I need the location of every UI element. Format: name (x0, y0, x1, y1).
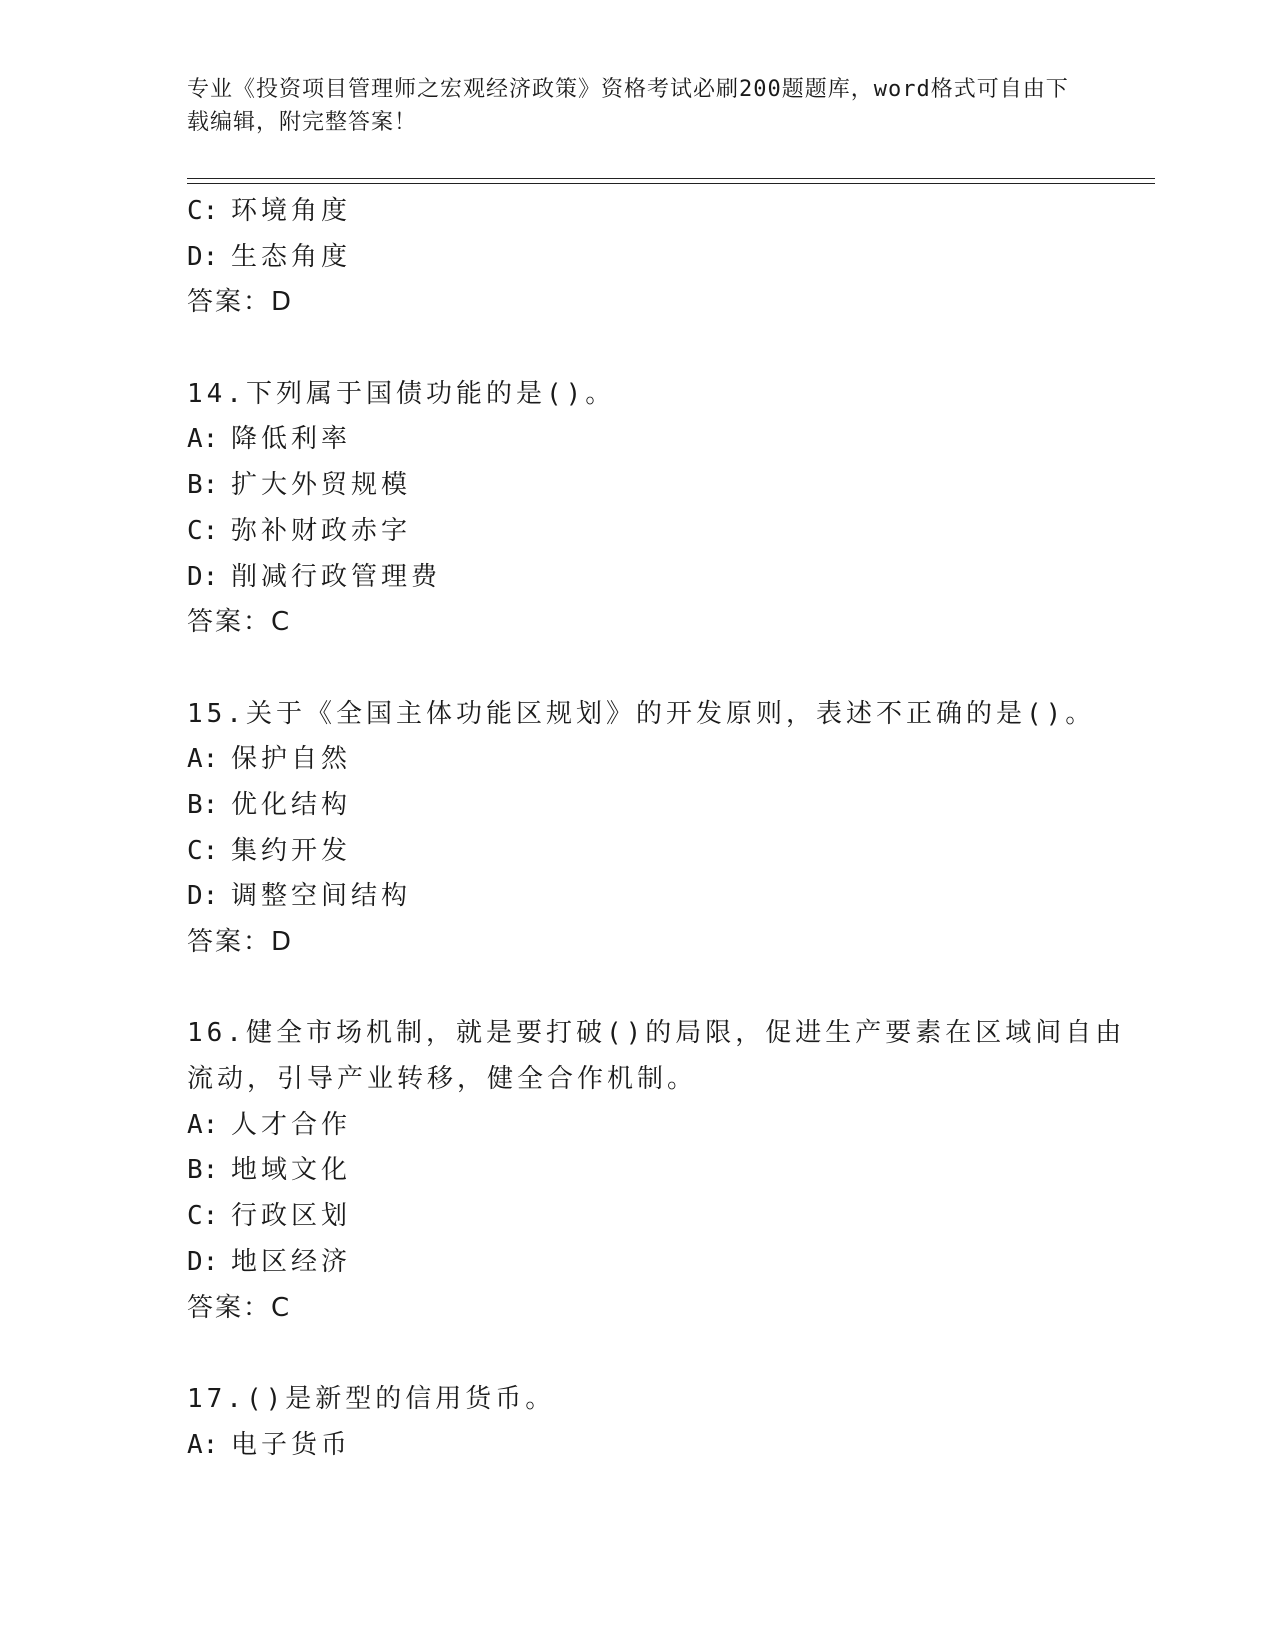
option-row (187, 509, 1107, 555)
option-letter: A: (187, 744, 219, 775)
option-text: 削减行政管理费 (231, 561, 442, 592)
option-row (187, 1423, 1107, 1469)
option-text: 降低利率 (231, 424, 352, 455)
option-row (187, 1194, 1107, 1240)
option-row (187, 1240, 1107, 1286)
option-text: 弥补财政赤字 (231, 515, 412, 546)
question-stem: 15.关于《全国主体功能区规划》的开发原则，表述不正确的是()。 (187, 698, 1096, 729)
option-row (187, 189, 1107, 235)
option-text: 生态角度 (231, 241, 352, 272)
option-text: 保护自然 (231, 744, 352, 775)
answer-line: 答案：C (187, 607, 292, 638)
spacer (187, 966, 1107, 1012)
option-letter: A: (187, 1109, 219, 1140)
header-divider-bottom (187, 183, 1155, 184)
option-letter: C: (187, 835, 219, 866)
option-text: 地区经济 (231, 1246, 352, 1277)
option-letter: B: (187, 789, 219, 820)
answer-line: 答案：D (187, 927, 294, 957)
option-row (187, 463, 1107, 509)
option-text: 人才合作 (231, 1109, 352, 1140)
spacer (187, 1331, 1107, 1377)
option-letter: B: (187, 470, 219, 501)
option-text: 集约开发 (231, 835, 352, 866)
option-row (187, 417, 1107, 463)
option-row (187, 783, 1107, 829)
option-letter: C: (187, 515, 219, 546)
option-letter: B: (187, 1155, 219, 1186)
option-letter: C: (187, 1201, 219, 1232)
option-letter: C: (187, 196, 219, 226)
option-row (187, 737, 1107, 783)
option-text: 行政区划 (231, 1201, 352, 1232)
option-text: 优化结构 (231, 789, 352, 820)
question-stem: 14.下列属于国债功能的是()。 (187, 378, 616, 409)
spacer (187, 326, 1107, 372)
option-row (187, 829, 1107, 875)
option-letter: A: (187, 424, 219, 455)
option-row (187, 235, 1107, 281)
option-text: 电子货币 (231, 1429, 352, 1460)
spacer (187, 646, 1107, 692)
question-stem: 16.健全市场机制，就是要打破()的局限，促进生产要素在区域间自由 (187, 1018, 1126, 1049)
option-text: 调整空间结构 (231, 881, 412, 912)
option-row (187, 1148, 1107, 1194)
option-letter: A: (187, 1429, 219, 1460)
option-row (187, 555, 1107, 601)
option-letter: D: (187, 561, 219, 592)
header-divider-top (187, 178, 1155, 179)
option-letter: D: (187, 241, 219, 272)
document-header (187, 73, 1087, 139)
option-text: 扩大外贸规模 (231, 470, 412, 501)
option-row (187, 874, 1107, 920)
option-letter: D: (187, 1246, 219, 1277)
question-stem: 17.()是新型的信用货币。 (187, 1383, 556, 1414)
option-text: 环境角度 (231, 196, 352, 226)
option-text: 地域文化 (231, 1155, 352, 1186)
answer-line: 答案：C (187, 1292, 292, 1323)
question-list (187, 189, 1126, 1468)
option-row (187, 1103, 1107, 1149)
option-letter: D: (187, 881, 219, 912)
question-stem-continued: 流动，引导产业转移，健全合作机制。 (187, 1064, 698, 1095)
answer-line: 答案：D (187, 287, 294, 318)
header-title: 专业《投资项目管理师之宏观经济政策》资格考试必刷200题题库，word格式可自由下载编辑，附完整答案！ (187, 77, 1069, 135)
